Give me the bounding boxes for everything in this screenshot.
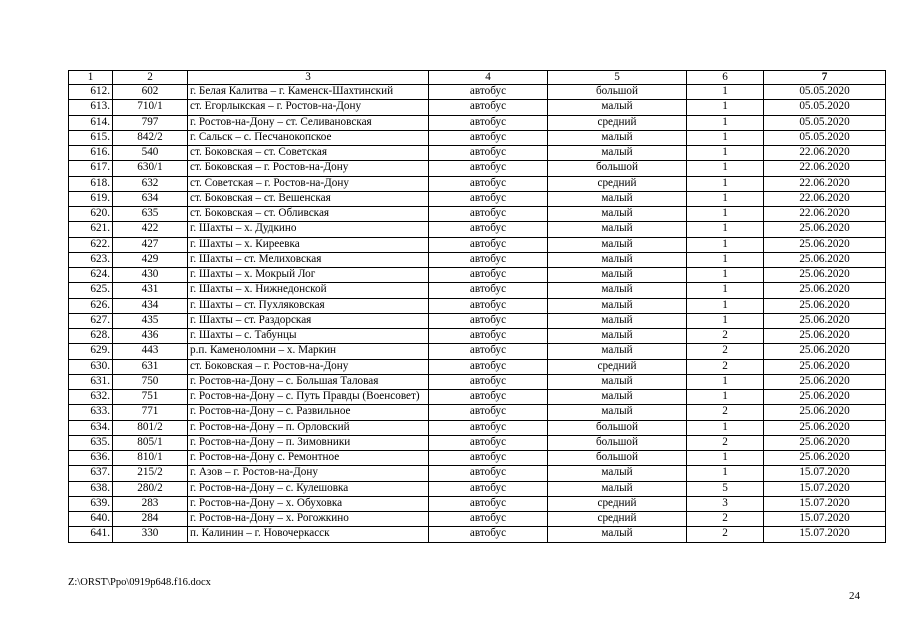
row-number-cell: 614.	[69, 115, 113, 130]
transport-type-cell: автобус	[429, 374, 548, 389]
table-row	[69, 237, 886, 252]
route-number-cell: 750	[113, 374, 188, 389]
start-date-cell: 05.05.2020	[764, 85, 886, 100]
start-date-cell: 15.07.2020	[764, 527, 886, 542]
vehicle-class-cell: малый	[548, 374, 687, 389]
table-row	[69, 420, 886, 435]
route-name-cell: г. Ростов-на-Дону – х. Обуховка	[188, 496, 429, 511]
column-header: 3	[188, 71, 429, 85]
transport-type-cell: автобус	[429, 481, 548, 496]
transport-type-cell: автобус	[429, 527, 548, 542]
route-name-cell: г. Ростов-на-Дону – с. Путь Правды (Военсовет)	[188, 390, 429, 405]
start-date-cell: 25.06.2020	[764, 374, 886, 389]
table-row	[69, 496, 886, 511]
routes-table	[68, 70, 886, 543]
vehicle-count-cell: 1	[687, 115, 764, 130]
route-number-cell: 631	[113, 359, 188, 374]
start-date-cell: 05.05.2020	[764, 115, 886, 130]
vehicle-count-cell: 3	[687, 496, 764, 511]
vehicle-class-cell: большой	[548, 85, 687, 100]
transport-type-cell: автобус	[429, 466, 548, 481]
row-number-cell: 632.	[69, 390, 113, 405]
table-row	[69, 252, 886, 267]
transport-type-cell: автобус	[429, 344, 548, 359]
row-number-cell: 627.	[69, 313, 113, 328]
table-row	[69, 344, 886, 359]
route-name-cell: г. Ростов-на-Дону – х. Рогожкино	[188, 512, 429, 527]
page-number: 24	[849, 590, 860, 602]
vehicle-class-cell: малый	[548, 405, 687, 420]
table-row	[69, 435, 886, 450]
route-name-cell: г. Ростов-на-Дону – с. Большая Таловая	[188, 374, 429, 389]
start-date-cell: 25.06.2020	[764, 435, 886, 450]
row-number-cell: 612.	[69, 85, 113, 100]
vehicle-count-cell: 1	[687, 252, 764, 267]
row-number-cell: 636.	[69, 451, 113, 466]
route-number-cell: 710/1	[113, 100, 188, 115]
row-number-cell: 635.	[69, 435, 113, 450]
row-number-cell: 622.	[69, 237, 113, 252]
route-number-cell: 427	[113, 237, 188, 252]
row-number-cell: 628.	[69, 329, 113, 344]
route-number-cell: 431	[113, 283, 188, 298]
row-number-cell: 618.	[69, 176, 113, 191]
vehicle-class-cell: малый	[548, 466, 687, 481]
vehicle-class-cell: большой	[548, 451, 687, 466]
route-number-cell: 805/1	[113, 435, 188, 450]
vehicle-class-cell: малый	[548, 344, 687, 359]
table-row	[69, 390, 886, 405]
transport-type-cell: автобус	[429, 191, 548, 206]
table-row	[69, 298, 886, 313]
vehicle-count-cell: 5	[687, 481, 764, 496]
row-number-cell: 620.	[69, 207, 113, 222]
start-date-cell: 22.06.2020	[764, 146, 886, 161]
vehicle-class-cell: малый	[548, 283, 687, 298]
table-row	[69, 359, 886, 374]
transport-type-cell: автобус	[429, 283, 548, 298]
column-header: 6	[687, 71, 764, 85]
route-number-cell: 842/2	[113, 130, 188, 145]
vehicle-class-cell: малый	[548, 222, 687, 237]
route-number-cell: 434	[113, 298, 188, 313]
table-row	[69, 207, 886, 222]
vehicle-class-cell: малый	[548, 390, 687, 405]
transport-type-cell: автобус	[429, 207, 548, 222]
vehicle-count-cell: 2	[687, 527, 764, 542]
route-name-cell: г. Белая Калитва – г. Каменск-Шахтинский	[188, 85, 429, 100]
transport-type-cell: автобус	[429, 313, 548, 328]
transport-type-cell: автобус	[429, 329, 548, 344]
vehicle-class-cell: малый	[548, 313, 687, 328]
route-name-cell: г. Шахты – ст. Раздорская	[188, 313, 429, 328]
start-date-cell: 15.07.2020	[764, 466, 886, 481]
start-date-cell: 15.07.2020	[764, 496, 886, 511]
route-number-cell: 635	[113, 207, 188, 222]
start-date-cell: 25.06.2020	[764, 298, 886, 313]
vehicle-count-cell: 1	[687, 283, 764, 298]
route-name-cell: р.п. Каменоломни – х. Маркин	[188, 344, 429, 359]
transport-type-cell: автобус	[429, 405, 548, 420]
start-date-cell: 25.06.2020	[764, 359, 886, 374]
start-date-cell: 25.06.2020	[764, 222, 886, 237]
route-number-cell: 422	[113, 222, 188, 237]
column-header: 4	[429, 71, 548, 85]
vehicle-class-cell: малый	[548, 146, 687, 161]
column-header: 1	[69, 71, 113, 85]
file-path-footer: Z:\ORST\Ppo\0919p648.f16.docx	[68, 577, 211, 588]
table-row	[69, 268, 886, 283]
table-row	[69, 115, 886, 130]
vehicle-count-cell: 1	[687, 207, 764, 222]
route-number-cell: 330	[113, 527, 188, 542]
vehicle-class-cell: средний	[548, 359, 687, 374]
vehicle-class-cell: большой	[548, 420, 687, 435]
row-number-cell: 630.	[69, 359, 113, 374]
vehicle-class-cell: средний	[548, 115, 687, 130]
vehicle-class-cell: малый	[548, 481, 687, 496]
route-number-cell: 443	[113, 344, 188, 359]
table-row	[69, 405, 886, 420]
table-row	[69, 329, 886, 344]
table-row	[69, 146, 886, 161]
start-date-cell: 25.06.2020	[764, 283, 886, 298]
route-name-cell: п. Калинин – г. Новочеркасск	[188, 527, 429, 542]
start-date-cell: 25.06.2020	[764, 390, 886, 405]
start-date-cell: 25.06.2020	[764, 451, 886, 466]
vehicle-class-cell: малый	[548, 100, 687, 115]
route-name-cell: г. Шахты – х. Мокрый Лог	[188, 268, 429, 283]
vehicle-count-cell: 1	[687, 161, 764, 176]
column-header: 5	[548, 71, 687, 85]
vehicle-class-cell: большой	[548, 161, 687, 176]
start-date-cell: 22.06.2020	[764, 161, 886, 176]
row-number-cell: 638.	[69, 481, 113, 496]
start-date-cell: 22.06.2020	[764, 191, 886, 206]
table-row	[69, 222, 886, 237]
vehicle-count-cell: 2	[687, 329, 764, 344]
transport-type-cell: автобус	[429, 161, 548, 176]
vehicle-count-cell: 1	[687, 390, 764, 405]
route-name-cell: ст. Боковская – г. Ростов-на-Дону	[188, 161, 429, 176]
route-number-cell: 630/1	[113, 161, 188, 176]
row-number-cell: 639.	[69, 496, 113, 511]
table-row	[69, 176, 886, 191]
route-name-cell: г. Шахты – с. Табунцы	[188, 329, 429, 344]
row-number-cell: 621.	[69, 222, 113, 237]
vehicle-count-cell: 2	[687, 359, 764, 374]
vehicle-class-cell: малый	[548, 252, 687, 267]
row-number-cell: 626.	[69, 298, 113, 313]
route-number-cell: 540	[113, 146, 188, 161]
route-name-cell: г. Азов – г. Ростов-на-Дону	[188, 466, 429, 481]
row-number-cell: 619.	[69, 191, 113, 206]
vehicle-class-cell: малый	[548, 191, 687, 206]
vehicle-class-cell: средний	[548, 176, 687, 191]
vehicle-count-cell: 1	[687, 191, 764, 206]
route-name-cell: г. Сальск – с. Песчанокопское	[188, 130, 429, 145]
route-number-cell: 602	[113, 85, 188, 100]
route-name-cell: г. Шахты – х. Нижнедонской	[188, 283, 429, 298]
row-number-cell: 640.	[69, 512, 113, 527]
start-date-cell: 22.06.2020	[764, 176, 886, 191]
vehicle-count-cell: 2	[687, 405, 764, 420]
table-row	[69, 451, 886, 466]
vehicle-count-cell: 1	[687, 100, 764, 115]
route-number-cell: 634	[113, 191, 188, 206]
transport-type-cell: автобус	[429, 451, 548, 466]
route-number-cell: 280/2	[113, 481, 188, 496]
route-name-cell: г. Ростов-на-Дону с. Ремонтное	[188, 451, 429, 466]
start-date-cell: 15.07.2020	[764, 512, 886, 527]
table-row	[69, 512, 886, 527]
route-name-cell: ст. Боковская – ст. Вешенская	[188, 191, 429, 206]
transport-type-cell: автобус	[429, 435, 548, 450]
vehicle-count-cell: 1	[687, 130, 764, 145]
row-number-cell: 625.	[69, 283, 113, 298]
vehicle-class-cell: малый	[548, 268, 687, 283]
row-number-cell: 634.	[69, 420, 113, 435]
vehicle-class-cell: малый	[548, 298, 687, 313]
route-name-cell: ст. Егорлыкская – г. Ростов-на-Дону	[188, 100, 429, 115]
row-number-cell: 624.	[69, 268, 113, 283]
transport-type-cell: автобус	[429, 130, 548, 145]
vehicle-count-cell: 1	[687, 268, 764, 283]
vehicle-class-cell: большой	[548, 435, 687, 450]
route-number-cell: 751	[113, 390, 188, 405]
start-date-cell: 25.06.2020	[764, 420, 886, 435]
transport-type-cell: автобус	[429, 496, 548, 511]
transport-type-cell: автобус	[429, 512, 548, 527]
start-date-cell: 25.06.2020	[764, 329, 886, 344]
table-row	[69, 191, 886, 206]
transport-type-cell: автобус	[429, 146, 548, 161]
start-date-cell: 25.06.2020	[764, 237, 886, 252]
route-number-cell: 283	[113, 496, 188, 511]
route-number-cell: 810/1	[113, 451, 188, 466]
vehicle-class-cell: средний	[548, 512, 687, 527]
route-name-cell: г. Шахты – ст. Пухляковская	[188, 298, 429, 313]
route-number-cell: 429	[113, 252, 188, 267]
route-number-cell: 632	[113, 176, 188, 191]
vehicle-count-cell: 1	[687, 222, 764, 237]
route-name-cell: ст. Советская – г. Ростов-на-Дону	[188, 176, 429, 191]
vehicle-count-cell: 1	[687, 451, 764, 466]
column-header: 7	[764, 71, 886, 85]
route-number-cell: 430	[113, 268, 188, 283]
route-number-cell: 801/2	[113, 420, 188, 435]
route-name-cell: г. Шахты – ст. Мелиховская	[188, 252, 429, 267]
route-number-cell: 435	[113, 313, 188, 328]
route-number-cell: 284	[113, 512, 188, 527]
table-row	[69, 481, 886, 496]
vehicle-count-cell: 1	[687, 313, 764, 328]
route-name-cell: ст. Боковская – ст. Обливская	[188, 207, 429, 222]
table-row	[69, 85, 886, 100]
route-name-cell: г. Шахты – х. Дудкино	[188, 222, 429, 237]
row-number-cell: 617.	[69, 161, 113, 176]
transport-type-cell: автобус	[429, 222, 548, 237]
table-row	[69, 527, 886, 542]
vehicle-class-cell: малый	[548, 329, 687, 344]
vehicle-class-cell: малый	[548, 207, 687, 222]
transport-type-cell: автобус	[429, 85, 548, 100]
table-row	[69, 130, 886, 145]
transport-type-cell: автобус	[429, 100, 548, 115]
table-body	[69, 85, 886, 543]
transport-type-cell: автобус	[429, 252, 548, 267]
vehicle-count-cell: 2	[687, 512, 764, 527]
route-name-cell: г. Шахты – х. Киреевка	[188, 237, 429, 252]
vehicle-count-cell: 1	[687, 420, 764, 435]
transport-type-cell: автобус	[429, 237, 548, 252]
start-date-cell: 25.06.2020	[764, 252, 886, 267]
vehicle-class-cell: малый	[548, 130, 687, 145]
start-date-cell: 25.06.2020	[764, 344, 886, 359]
table-row	[69, 374, 886, 389]
route-name-cell: ст. Боковская – ст. Советская	[188, 146, 429, 161]
start-date-cell: 25.06.2020	[764, 268, 886, 283]
transport-type-cell: автобус	[429, 298, 548, 313]
start-date-cell: 25.06.2020	[764, 405, 886, 420]
row-number-cell: 623.	[69, 252, 113, 267]
row-number-cell: 641.	[69, 527, 113, 542]
row-number-cell: 616.	[69, 146, 113, 161]
vehicle-count-cell: 1	[687, 374, 764, 389]
transport-type-cell: автобус	[429, 176, 548, 191]
route-number-cell: 436	[113, 329, 188, 344]
table-row	[69, 283, 886, 298]
start-date-cell: 05.05.2020	[764, 100, 886, 115]
route-name-cell: г. Ростов-на-Дону – п. Зимовники	[188, 435, 429, 450]
vehicle-count-cell: 1	[687, 237, 764, 252]
transport-type-cell: автобус	[429, 115, 548, 130]
route-name-cell: г. Ростов-на-Дону – с. Кулешовка	[188, 481, 429, 496]
route-name-cell: г. Ростов-на-Дону – ст. Селивановская	[188, 115, 429, 130]
vehicle-count-cell: 1	[687, 146, 764, 161]
row-number-cell: 631.	[69, 374, 113, 389]
start-date-cell: 15.07.2020	[764, 481, 886, 496]
route-number-cell: 797	[113, 115, 188, 130]
table-header-row	[69, 71, 886, 85]
vehicle-count-cell: 2	[687, 435, 764, 450]
start-date-cell: 25.06.2020	[764, 313, 886, 328]
transport-type-cell: автобус	[429, 390, 548, 405]
vehicle-count-cell: 1	[687, 176, 764, 191]
row-number-cell: 633.	[69, 405, 113, 420]
route-name-cell: г. Ростов-на-Дону – п. Орловский	[188, 420, 429, 435]
table-row	[69, 313, 886, 328]
route-number-cell: 771	[113, 405, 188, 420]
table-row	[69, 100, 886, 115]
row-number-cell: 629.	[69, 344, 113, 359]
vehicle-count-cell: 1	[687, 298, 764, 313]
vehicle-count-cell: 2	[687, 344, 764, 359]
vehicle-class-cell: малый	[548, 237, 687, 252]
route-name-cell: г. Ростов-на-Дону – с. Развильное	[188, 405, 429, 420]
vehicle-count-cell: 1	[687, 466, 764, 481]
row-number-cell: 637.	[69, 466, 113, 481]
transport-type-cell: автобус	[429, 420, 548, 435]
transport-type-cell: автобус	[429, 268, 548, 283]
column-header: 2	[113, 71, 188, 85]
vehicle-count-cell: 1	[687, 85, 764, 100]
vehicle-class-cell: средний	[548, 496, 687, 511]
row-number-cell: 615.	[69, 130, 113, 145]
start-date-cell: 22.06.2020	[764, 207, 886, 222]
vehicle-class-cell: малый	[548, 527, 687, 542]
table-row	[69, 466, 886, 481]
route-name-cell: ст. Боковская – г. Ростов-на-Дону	[188, 359, 429, 374]
route-number-cell: 215/2	[113, 466, 188, 481]
row-number-cell: 613.	[69, 100, 113, 115]
table-row	[69, 161, 886, 176]
transport-type-cell: автобус	[429, 359, 548, 374]
start-date-cell: 05.05.2020	[764, 130, 886, 145]
